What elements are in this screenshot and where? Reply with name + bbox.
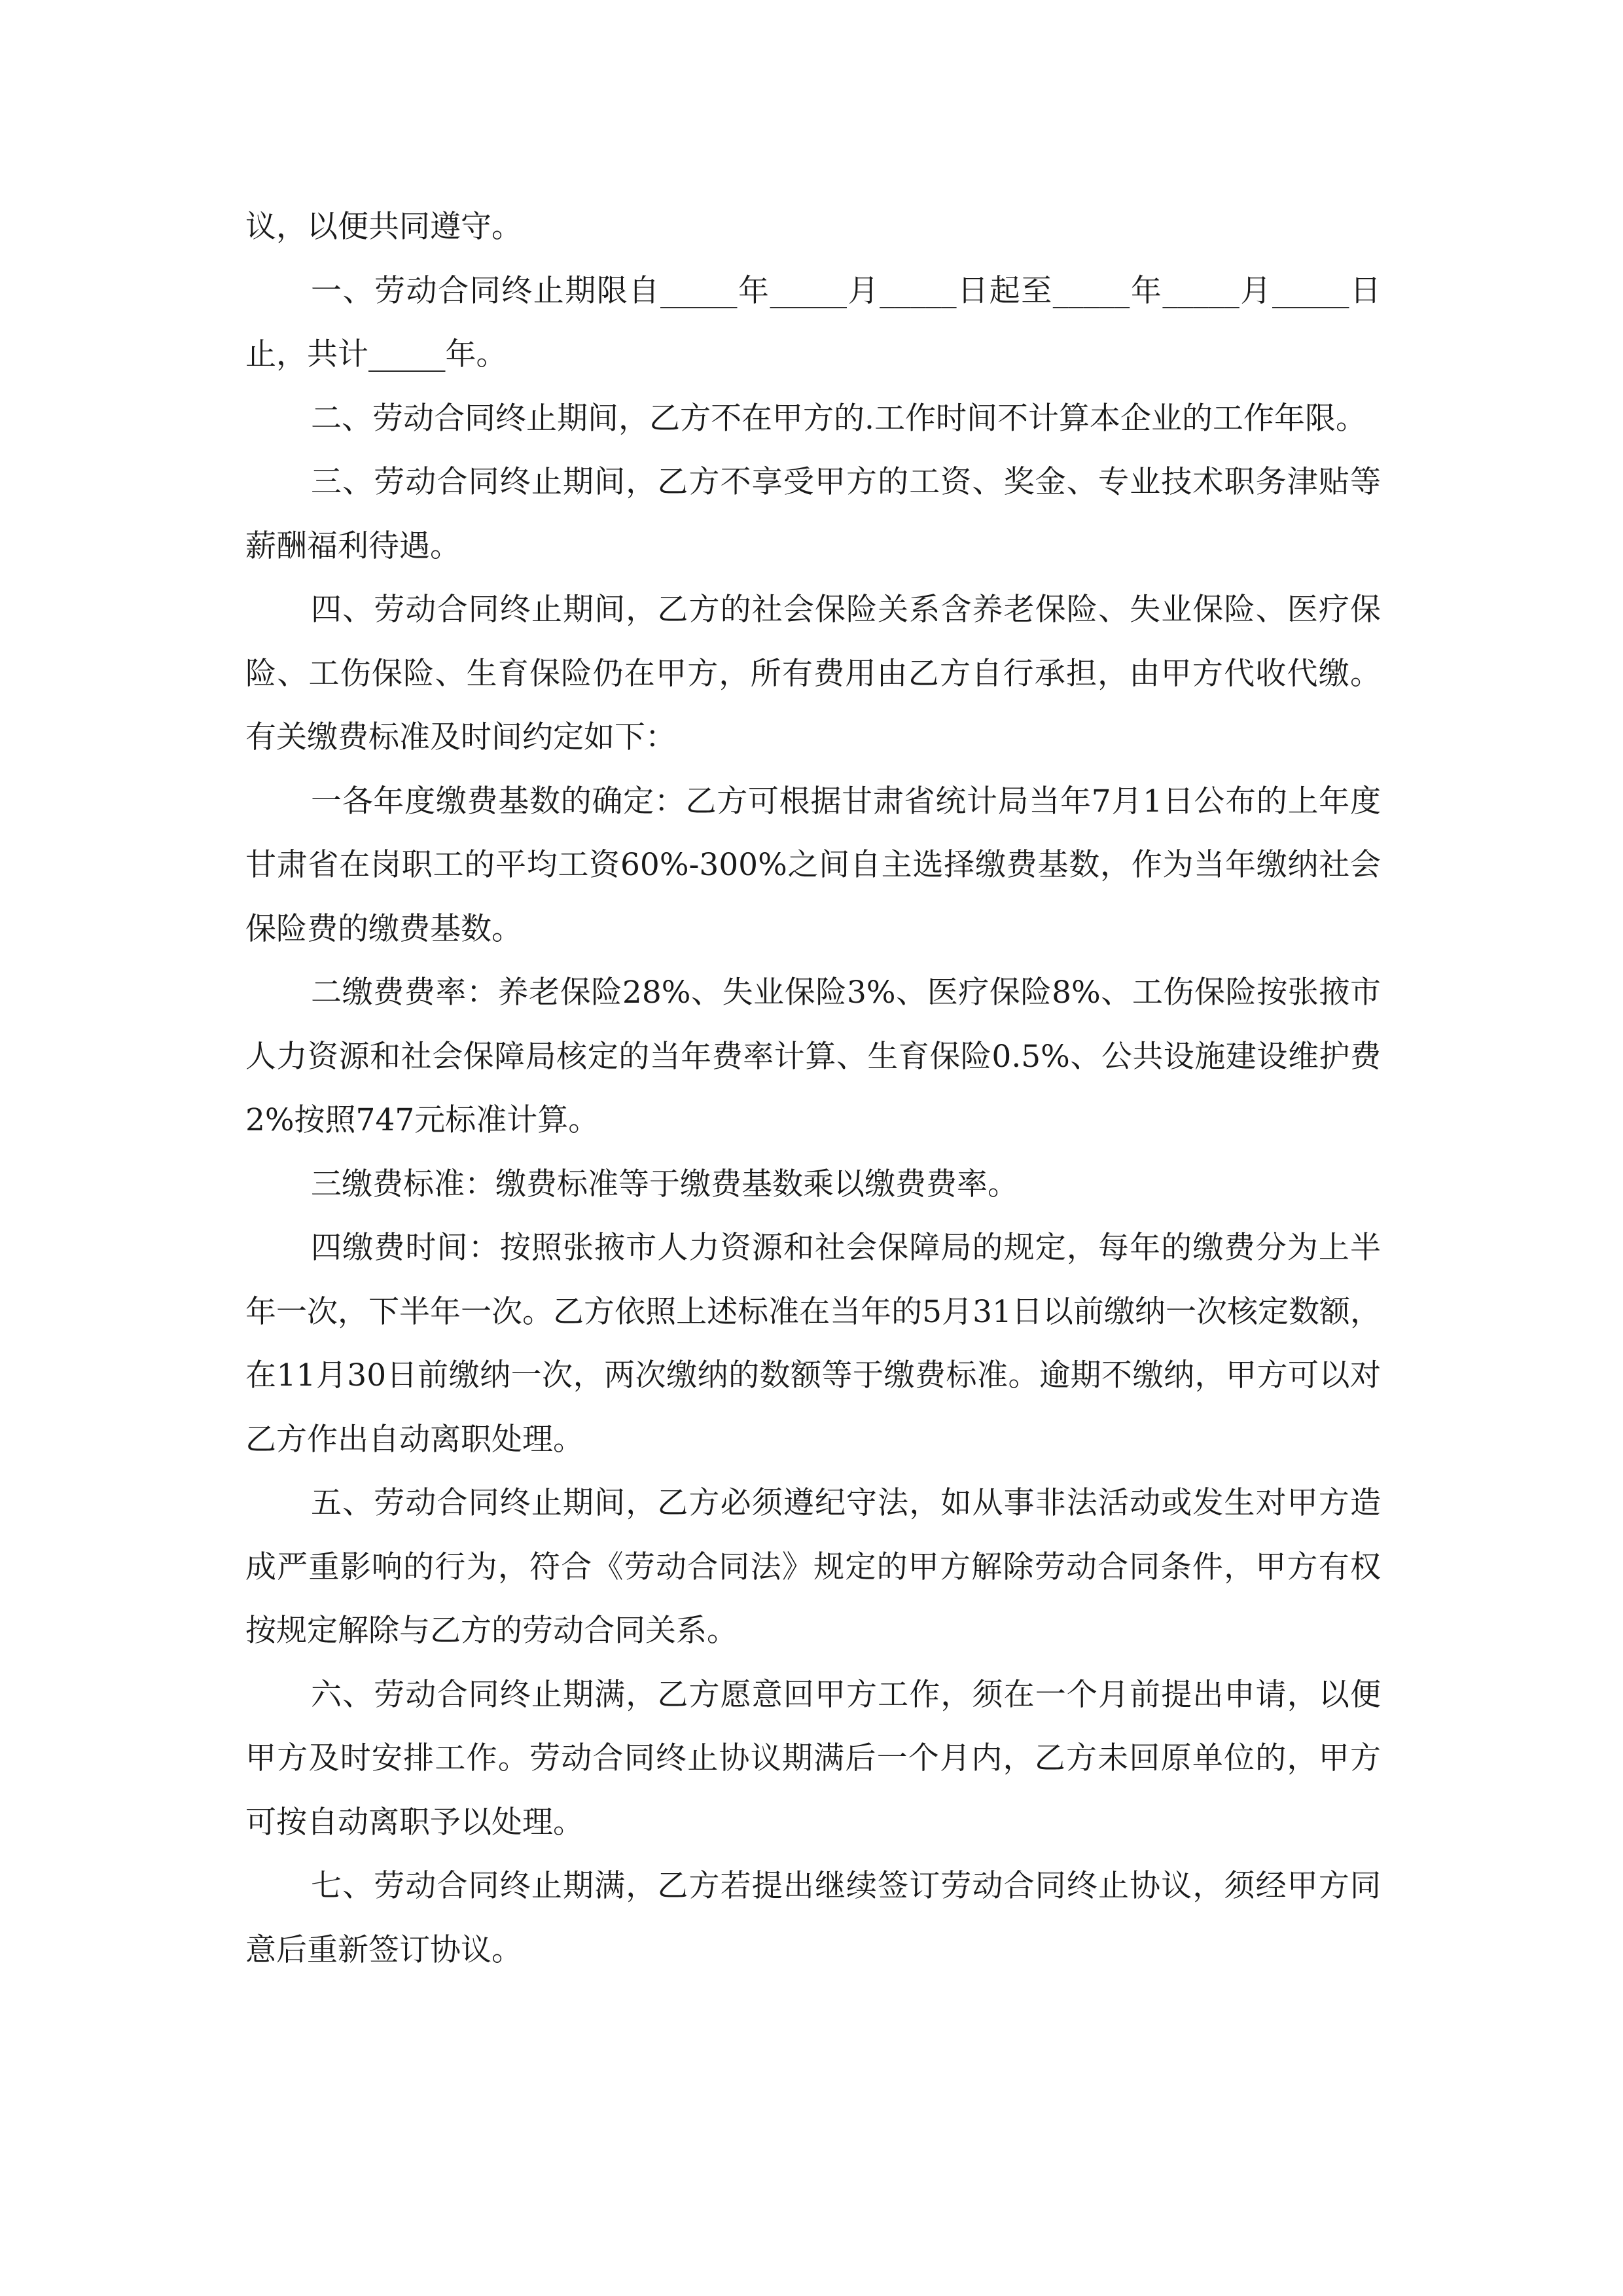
document-body: [245, 195, 1381, 1982]
clause-7-renewal: 七、劳动合同终止期满，乙方若提出继续签订劳动合同终止协议，须经甲方同意后重新签订协议。: [245, 1868, 1381, 1968]
subclause-4-4-timing: 四缴费时间：按照张掖市人力资源和社会保障局的规定，每年的缴费分为上半年一次，下半年一次。乙方依照上述标准在当年的5月31日以前缴纳一次核定数额，在11月30日前缴纳一次，两次缴纳的数额等于缴费标准。逾期不缴纳，甲方可以对乙方作出自动离职处理。: [245, 1230, 1381, 1458]
clause-1-term: 一、劳动合同终止期限自_____年_____月_____日起至_____年_____月_____日止，共计_____年。: [245, 272, 1381, 372]
clause-2-seniority: 二、劳动合同终止期间，乙方不在甲方的.工作时间不计算本企业的工作年限。: [311, 400, 1366, 437]
clause-5-conduct: 五、劳动合同终止期间，乙方必须遵纪守法，如从事非法活动或发生对甲方造成严重影响的行为，符合《劳动合同法》规定的甲方解除劳动合同条件，甲方有权按规定解除与乙方的劳动合同关系。: [245, 1485, 1381, 1649]
clause-6-return: 六、劳动合同终止期满，乙方愿意回甲方工作，须在一个月前提出申请，以便甲方及时安排工作。劳动合同终止协议期满后一个月内，乙方未回原单位的，甲方可按自动离职予以处理。: [245, 1676, 1381, 1840]
subclause-4-2-rates: 二缴费费率：养老保险28%、失业保险3%、医疗保险8%、工伤保险按张掖市人力资源和社会保障局核定的当年费率计算、生育保险0.5%、公共设施建设维护费2%按照747元标准计算。: [245, 975, 1381, 1138]
paragraph-continuation: 议，以便共同遵守。: [245, 209, 522, 245]
subclause-4-3-standard: 三缴费标准：缴费标准等于缴费基数乘以缴费费率。: [311, 1166, 1018, 1202]
subclause-4-1-base: 一各年度缴费基数的确定：乙方可根据甘肃省统计局当年7月1日公布的上年度甘肃省在岗职工的平均工资60%-300%之间自主选择缴费基数，作为当年缴纳社会保险费的缴费基数。: [245, 783, 1381, 947]
clause-3-benefits: 三、劳动合同终止期间，乙方不享受甲方的工资、奖金、专业技术职务津贴等薪酬福利待遇。: [245, 464, 1381, 564]
clause-4-social-insurance: 四、劳动合同终止期间，乙方的社会保险关系含养老保险、失业保险、医疗保险、工伤保险、生育保险仍在甲方，所有费用由乙方自行承担，由甲方代收代缴。有关缴费标准及时间约定如下：: [245, 592, 1381, 755]
